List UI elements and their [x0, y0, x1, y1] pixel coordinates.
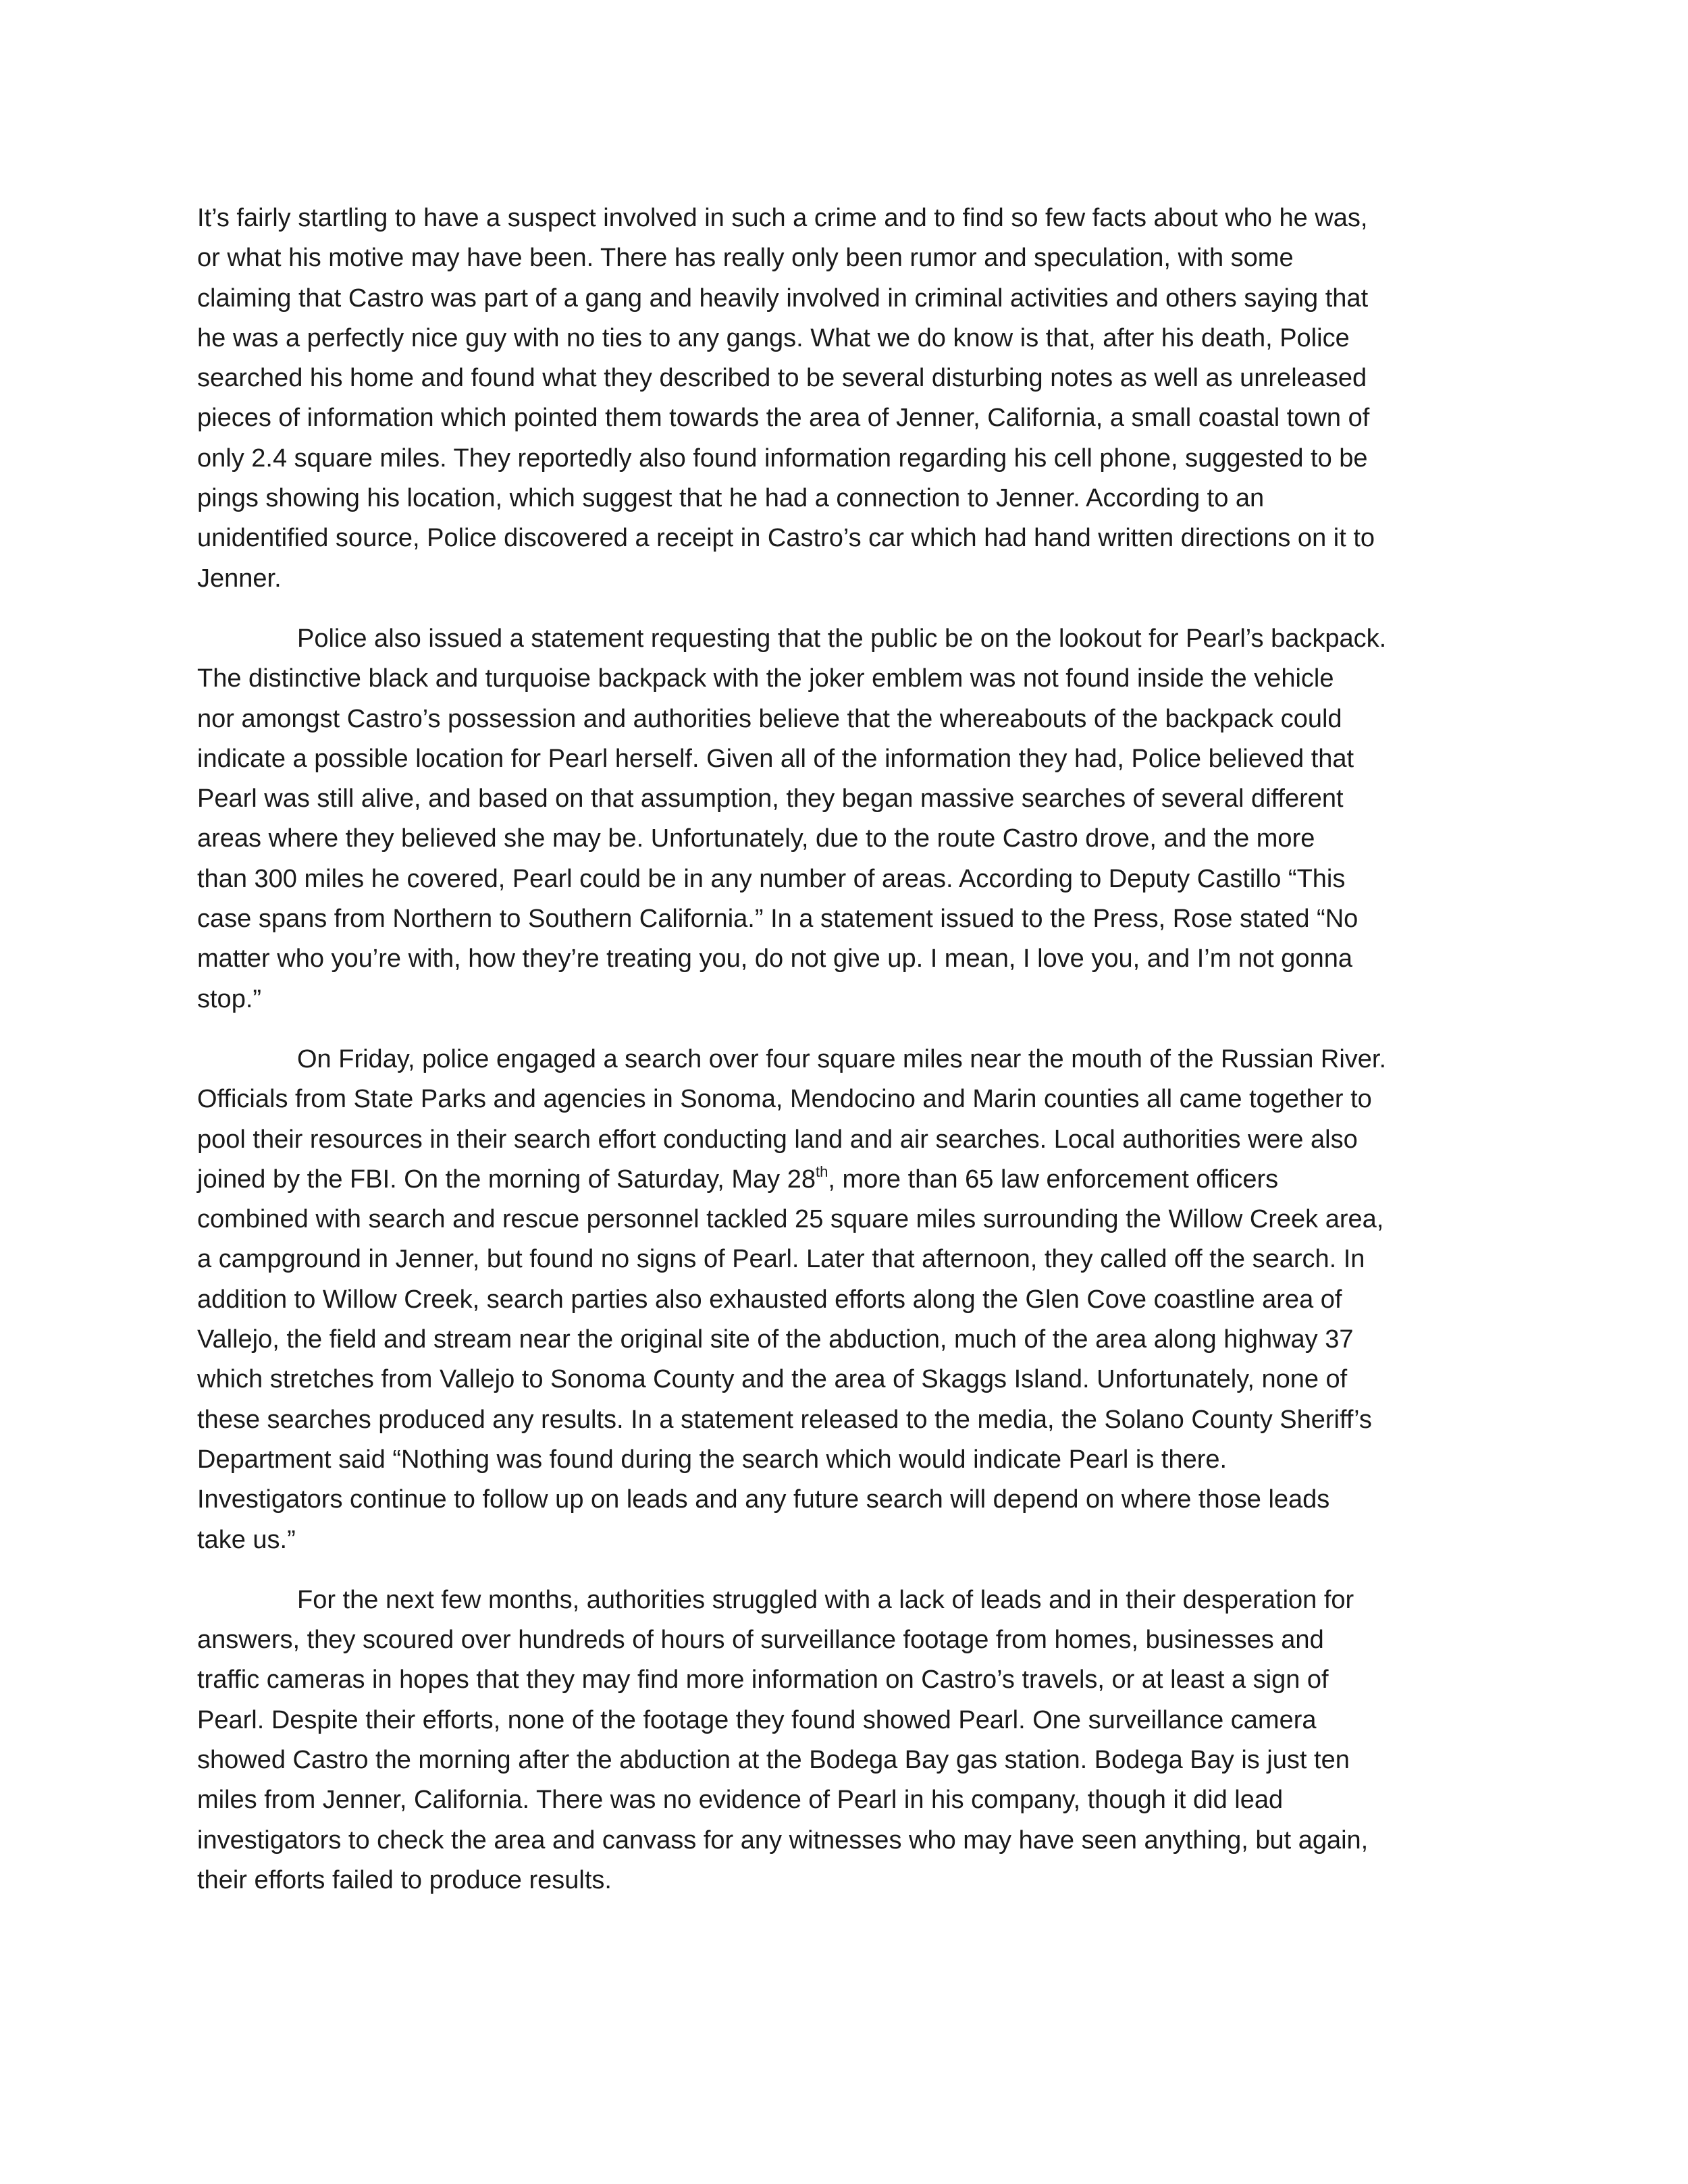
paragraph-1 [197, 198, 1500, 599]
text-line: answers, they scoured over hundreds of hours of surveillance footage from homes, businesses and [197, 1626, 1324, 1655]
superscript: th [816, 1163, 828, 1180]
text-line: Officials from State Parks and agencies in Sonoma, Mendocino and Marin counties all came together to [197, 1085, 1372, 1114]
text-line: which stretches from Vallejo to Sonoma County and the area of Skaggs Island. Unfortunately, none of [197, 1365, 1348, 1394]
text-line: matter who you’re with, how they’re treating you, do not give up. I mean, I love you, and I’m not gonna [197, 944, 1352, 974]
text-line: he was a perfectly nice guy with no ties to any gangs. What we do know is that, after his death, Police [197, 323, 1350, 352]
text-line: Vallejo, the field and stream near the original site of the abduction, much of the area along highway 37 [197, 1325, 1354, 1354]
text-line: combined with search and rescue personnel tackled 25 square miles surrounding the Willow Creek area, [197, 1205, 1384, 1234]
text-line: than 300 miles he covered, Pearl could be in any number of areas. According to Deputy Castillo “This [197, 864, 1346, 893]
text-line: or what his motive may have been. There has really only been rumor and speculation, with some [197, 244, 1294, 273]
text-line: Jenner. [197, 564, 282, 593]
text-line: claiming that Castro was part of a gang and heavily involved in criminal activities and others saying that [197, 284, 1369, 313]
text-line: It’s fairly startling to have a suspect involved in such a crime and to find so few facts about who he was, [197, 204, 1368, 232]
text-line: showed Castro the morning after the abduction at the Bodega Bay gas station. Bodega Bay is just ten [197, 1745, 1350, 1774]
text-line: areas where they believed she may be. Unfortunately, due to the route Castro drove, and the more [197, 824, 1315, 853]
text-line: Pearl. Despite their efforts, none of the footage they found showed Pearl. One surveillance camera [197, 1705, 1317, 1734]
document-body [197, 198, 1500, 1900]
text-line: take us.” [197, 1525, 296, 1554]
text-line: Investigators continue to follow up on leads and any future search will depend on where those leads [197, 1485, 1330, 1514]
text-line: joined by the FBI. On the morning of Saturday, May 28th, more than 65 law enforcement officers [197, 1163, 1279, 1194]
text-line: nor amongst Castro’s possession and authorities believe that the whereabouts of the backpack could [197, 704, 1342, 733]
text-line: only 2.4 square miles. They reportedly also found information regarding his cell phone, suggested to be [197, 444, 1368, 473]
text-line: traffic cameras in hopes that they may find more information on Castro’s travels, or at least a sign of [197, 1666, 1329, 1695]
text-line: pings showing his location, which suggest that he had a connection to Jenner. According to an [197, 484, 1265, 513]
text-line: these searches produced any results. In a statement released to the media, the Solano County Sheriff’s [197, 1405, 1372, 1434]
text-line: Police also issued a statement requesting that the public be on the lookout for Pearl’s backpack. [297, 624, 1387, 653]
text-line: pieces of information which pointed them towards the area of Jenner, California, a small coastal town of [197, 404, 1370, 433]
paragraph-2 [197, 619, 1500, 1019]
text-line: For the next few months, authorities struggled with a lack of leads and in their desperation for [297, 1585, 1354, 1614]
text-line: unidentified source, Police discovered a receipt in Castro’s car which had hand written directions on it to [197, 524, 1375, 553]
text-line: Department said “Nothing was found during the search which would indicate Pearl is there. [197, 1445, 1228, 1474]
text-line: their efforts failed to produce results. [197, 1865, 612, 1894]
text-line: The distinctive black and turquoise backpack with the joker emblem was not found inside the vehicle [197, 664, 1334, 693]
text-line: addition to Willow Creek, search parties also exhausted efforts along the Glen Cove coastline area of [197, 1285, 1342, 1314]
paragraph-3 [197, 1040, 1500, 1560]
text-line: investigators to check the area and canvass for any witnesses who may have seen anything, but again, [197, 1826, 1369, 1855]
text-line: searched his home and found what they described to be several disturbing notes as well as unreleased [197, 364, 1367, 393]
text-line: a campground in Jenner, but found no signs of Pearl. Later that afternoon, they called off the search. In [197, 1245, 1365, 1274]
text-line: stop.” [197, 984, 262, 1013]
text-line: pool their resources in their search effort conducting land and air searches. Local authorities were also [197, 1125, 1358, 1154]
text-line: miles from Jenner, California. There was no evidence of Pearl in his company, though it did lead [197, 1786, 1284, 1815]
text-line: Pearl was still alive, and based on that assumption, they began massive searches of several different [197, 784, 1344, 814]
text-line: On Friday, police engaged a search over four square miles near the mouth of the Russian River. [297, 1044, 1387, 1073]
text-line: indicate a possible location for Pearl herself. Given all of the information they had, Police believed that [197, 744, 1354, 773]
text-line: case spans from Northern to Southern California.” In a statement issued to the Press, Rose stated “No [197, 905, 1359, 934]
paragraph-4 [197, 1580, 1500, 1900]
